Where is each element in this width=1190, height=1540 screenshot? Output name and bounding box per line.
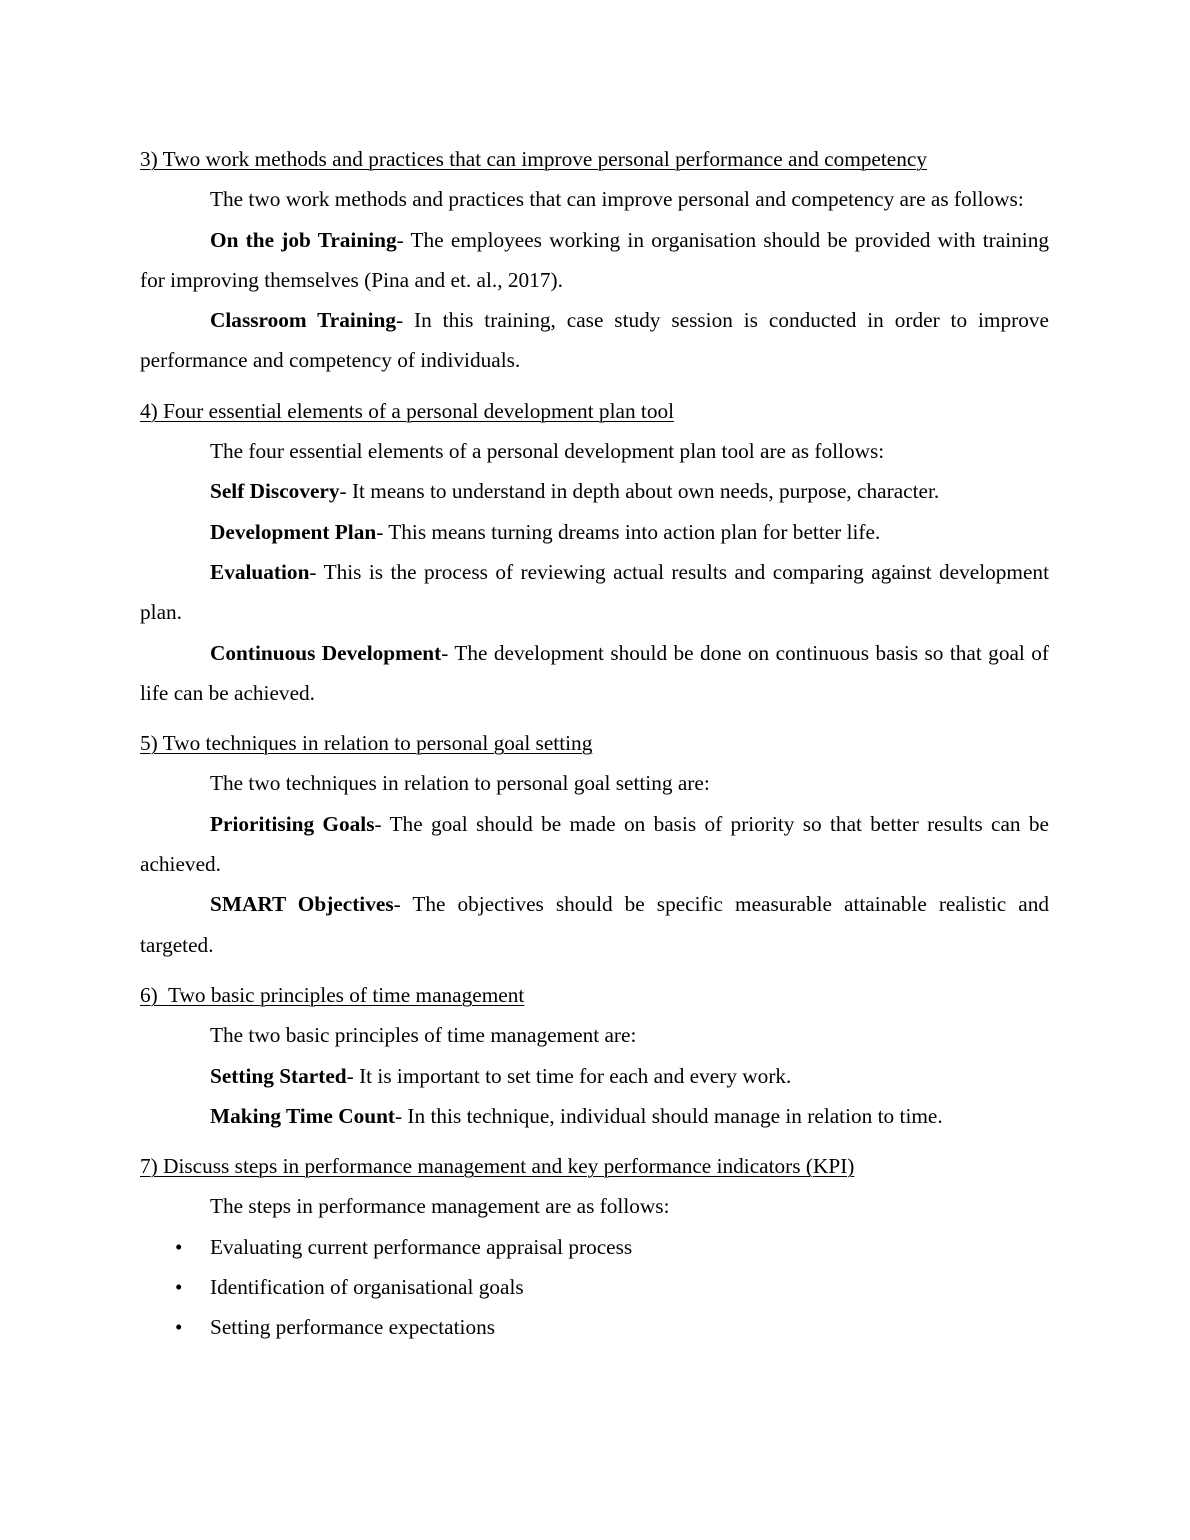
definition-text: - The goal should be made on basis of priority so that better results can be achieved. [140, 811, 1049, 877]
definition-text: - This is the process of reviewing actual results and comparing against development plan. [140, 559, 1049, 625]
list-item [140, 1227, 1049, 1267]
definition-text: - In this technique, individual should manage in relation to time. [395, 1103, 943, 1128]
definition-term: Setting Started [210, 1063, 347, 1088]
definition-term: Continuous Development [210, 640, 442, 665]
list-item-text: Evaluating current performance appraisal process [210, 1234, 633, 1259]
section-heading: 7) Discuss steps in performance management and key performance indicators (KPI) [140, 1154, 855, 1179]
definition-term: Self Discovery [210, 479, 340, 504]
section-intro: The steps in performance management are as follows: [210, 1194, 670, 1219]
section-heading: 4) Four essential elements of a personal development plan tool [140, 398, 675, 423]
definition-term: Development Plan [210, 519, 377, 544]
list-item [140, 1267, 1049, 1307]
section-heading: 5) Two techniques in relation to personal goal setting [140, 731, 593, 756]
definition-item [140, 471, 1049, 511]
list-item-text: Setting performance expectations [210, 1315, 496, 1340]
definition-term: Evaluation [210, 559, 310, 584]
definition-text: - The employees working in organisation should be provided with training for improving themselves (Pina and et. al., 2017). [140, 227, 1050, 292]
bullet-icon: • [175, 1315, 183, 1340]
section-intro: The two basic principles of time management are: [210, 1023, 637, 1048]
definition-item [140, 220, 1049, 301]
definition-text: - This means turning dreams into action plan for better life. [376, 519, 881, 544]
bullet-icon: • [175, 1275, 183, 1300]
definition-item [140, 512, 1049, 552]
definition-term: Making Time Count [210, 1103, 396, 1128]
definition-item [140, 1096, 1049, 1136]
bullet-icon: • [175, 1234, 183, 1259]
definition-text: - The development should be done on continuous basis so that goal of life can be achieved. [140, 640, 1049, 705]
definition-term: Classroom Training [210, 308, 397, 333]
section-intro: The two techniques in relation to personal goal setting are: [210, 771, 710, 796]
bullet-list [140, 1227, 1049, 1348]
section-heading: 3) Two work methods and practices that can improve personal performance and competency [140, 147, 927, 171]
definition-text: - In this training, case study session is conducted in order to improve performance and competency of individuals. [140, 308, 1049, 373]
definition-text: - It means to understand in depth about own needs, purpose, character. [339, 479, 940, 504]
section-heading: 6) Two basic principles of time management [140, 982, 525, 1007]
list-item [140, 1307, 1049, 1347]
definition-item [140, 300, 1049, 381]
document-page [140, 139, 1049, 1348]
definition-term: SMART Objectives [210, 892, 394, 917]
definition-item [140, 884, 1049, 965]
definition-term: On the job Training [210, 227, 397, 252]
definition-term: Prioritising Goals [210, 811, 375, 836]
section-intro: The two work methods and practices that can improve personal and competency are as follows: [210, 187, 1024, 212]
section-intro: The four essential elements of a personal development plan tool are as follows: [210, 439, 885, 464]
list-item-text: Identification of organisational goals [210, 1275, 524, 1300]
definition-item [140, 1056, 1049, 1096]
definition-text: - The objectives should be specific measurable attainable realistic and targeted. [140, 892, 1049, 957]
definition-item [140, 552, 1049, 633]
definition-item [140, 804, 1049, 885]
definition-text: - It is important to set time for each and every work. [346, 1063, 792, 1088]
definition-item [140, 633, 1049, 714]
